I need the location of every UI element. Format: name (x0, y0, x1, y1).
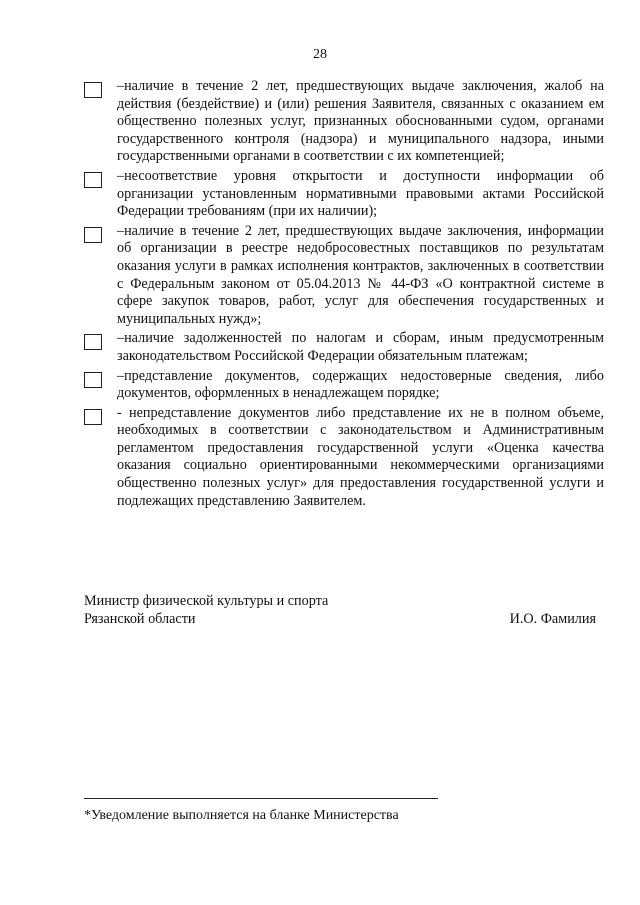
signatory-title-line2: Рязанской области (84, 610, 196, 627)
checkbox[interactable] (84, 82, 102, 98)
checklist-item (84, 330, 604, 365)
checklist-item (84, 368, 604, 403)
checkbox[interactable] (84, 372, 102, 388)
checklist-item-text: - непредставление документов либо представление их не в полном объеме, необходимых в соответствии с законодательством и Административным регламентом предоставления государственной услуги «Оценка качества оказания социально ориентированными некоммерческими организациями общественно полезных услуг» для предоставления государственной услуги и подлежащих представлению Заявителем. (117, 404, 604, 509)
checkbox[interactable] (84, 334, 102, 350)
footnote-divider (84, 798, 438, 799)
checklist (84, 78, 604, 512)
page-number: 28 (313, 47, 327, 62)
checklist-item (84, 168, 604, 221)
signatory-title-line1: Министр физической культуры и спорта (84, 593, 329, 609)
checklist-item-text: –наличие в течение 2 лет, предшествующих выдаче заключения, информации об организации в реестре недобросовестных поставщиков по результатам оказания услуги в рамках исполнения контрактов, заключенных в соответствии с Федеральным законом от 05.04.2013 № 44-ФЗ «О контрактной системе в сфере закупок товаров, работ, услуг для обеспечения государственных и муниципальных нужд»; (117, 222, 604, 327)
checklist-item (84, 223, 604, 329)
checkbox[interactable] (84, 172, 102, 188)
checklist-item-text: –представление документов, содержащих недостоверные сведения, либо документов, оформленных в ненадлежащем порядке; (117, 367, 604, 402)
signature-block (84, 593, 596, 628)
checklist-item-text: –несоответствие уровня открытости и доступности информации об организации установленным нормативными правовыми актами Российской Федерации требованиям (при их наличии); (117, 167, 604, 220)
checklist-item (84, 405, 604, 511)
checkbox[interactable] (84, 409, 102, 425)
checklist-item-text: –наличие задолженностей по налогам и сборам, иным предусмотренным законодательством Российской Федерации обязательным платежам; (117, 330, 604, 364)
checklist-item-text: –наличие в течение 2 лет, предшествующих выдаче заключения, жалоб на действия (бездействие) и (или) решения Заявителя, связанных с оказанием ем общественно полезных услуг, признанных обоснованными судом, органами государственного контроля (надзора) и муниципального надзора, иными государственными органами в соответствии с их компетенцией; (117, 78, 604, 165)
signatory-name: И.О. Фамилия (509, 610, 596, 627)
checkbox[interactable] (84, 227, 102, 243)
checklist-item (84, 78, 604, 166)
footnote: *Уведомление выполняется на бланке Министерства (84, 808, 399, 823)
